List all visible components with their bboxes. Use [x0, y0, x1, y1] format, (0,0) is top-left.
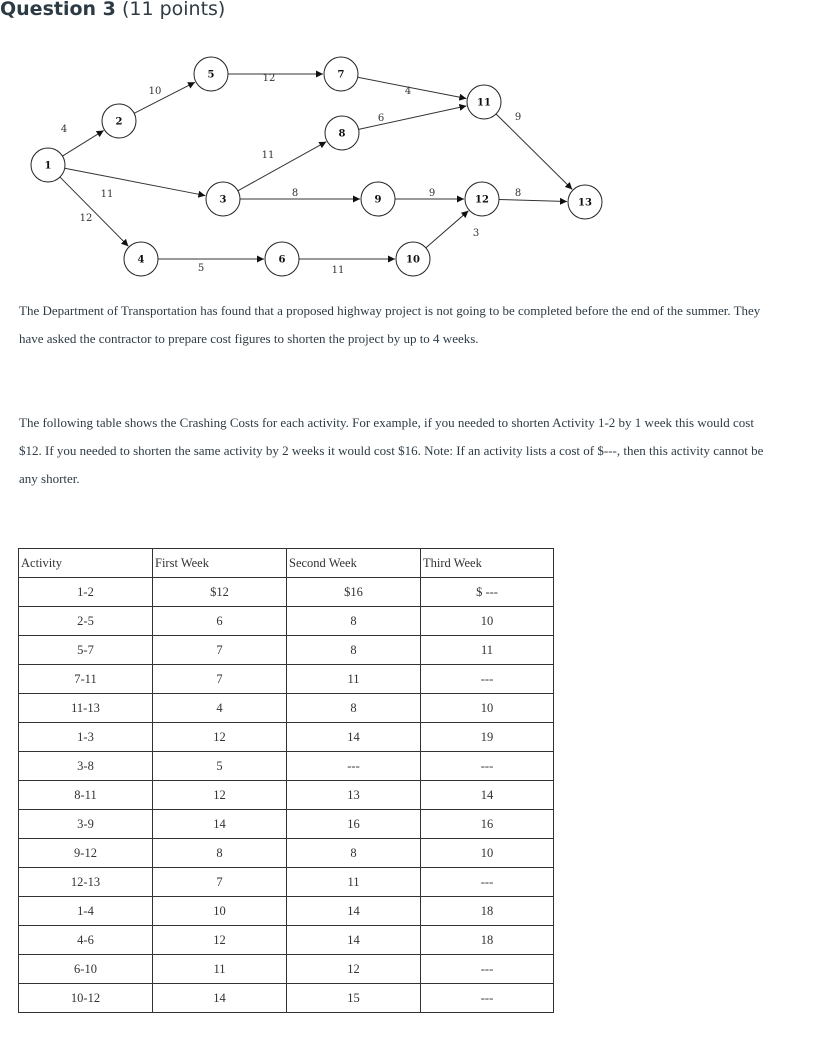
question-title [0, 0, 225, 20]
cell-first-week: 14 [153, 984, 287, 1013]
edge-weight-1-4: 12 [79, 213, 93, 224]
cell-second-week: 14 [287, 897, 421, 926]
edge-11-13 [496, 114, 572, 189]
edge-weight-3-8: 11 [261, 150, 275, 161]
crashing-cost-table [18, 548, 554, 1013]
table-row [19, 665, 554, 694]
cell-second-week: 11 [287, 868, 421, 897]
edge-weight-4-6: 5 [197, 263, 205, 274]
cell-first-week: 12 [153, 926, 287, 955]
edge-weight-10-12: 3 [472, 228, 480, 239]
edge-weight-2-5: 10 [148, 86, 162, 97]
cell-third-week: --- [421, 984, 554, 1013]
cell-first-week: 11 [153, 955, 287, 984]
edge-3-8 [238, 142, 326, 191]
cell-activity: 12-13 [19, 868, 153, 897]
edge-weight-6-10: 11 [331, 265, 345, 276]
cell-first-week: 7 [153, 665, 287, 694]
cell-activity: 4-6 [19, 926, 153, 955]
edge-weight-9-12: 9 [428, 188, 436, 199]
node-label-7: 7 [337, 69, 345, 81]
edge-weight-12-13: 8 [514, 188, 522, 199]
cell-first-week: 14 [153, 810, 287, 839]
edge-8-11 [359, 106, 467, 130]
cell-second-week: 8 [287, 694, 421, 723]
node-label-11: 11 [477, 97, 491, 109]
edge-weight-5-7: 12 [262, 73, 276, 84]
header-third-week: Third Week [421, 549, 554, 578]
table-header-row [19, 549, 554, 578]
cell-third-week: 10 [421, 607, 554, 636]
question-points: (11 points) [121, 0, 226, 20]
table-row [19, 607, 554, 636]
cell-third-week: --- [421, 665, 554, 694]
cell-activity: 3-9 [19, 810, 153, 839]
table-row [19, 810, 554, 839]
cell-third-week: 10 [421, 839, 554, 868]
cell-third-week: 10 [421, 694, 554, 723]
cell-activity: 5-7 [19, 636, 153, 665]
edge-weight-1-2: 4 [60, 124, 68, 135]
cell-activity: 10-12 [19, 984, 153, 1013]
cell-third-week: --- [421, 955, 554, 984]
cell-second-week: 14 [287, 723, 421, 752]
cell-first-week: 5 [153, 752, 287, 781]
cell-first-week: 12 [153, 723, 287, 752]
node-label-2: 2 [115, 116, 123, 128]
cell-third-week: 16 [421, 810, 554, 839]
cell-first-week: 10 [153, 897, 287, 926]
cell-second-week: 13 [287, 781, 421, 810]
cell-second-week: 12 [287, 955, 421, 984]
cell-second-week: 8 [287, 839, 421, 868]
cell-third-week: 18 [421, 926, 554, 955]
header-first-week: First Week [153, 549, 287, 578]
cell-third-week: 11 [421, 636, 554, 665]
node-label-8: 8 [338, 128, 346, 140]
cell-first-week: $12 [153, 578, 287, 607]
edge-1-2 [62, 130, 103, 156]
edge-2-5 [134, 82, 195, 113]
cell-second-week: 8 [287, 636, 421, 665]
cell-activity: 1-4 [19, 897, 153, 926]
cell-activity: 1-2 [19, 578, 153, 607]
node-label-5: 5 [207, 69, 215, 81]
table-row [19, 752, 554, 781]
cell-activity: 11-13 [19, 694, 153, 723]
cell-first-week: 7 [153, 868, 287, 897]
cell-first-week: 6 [153, 607, 287, 636]
cell-first-week: 4 [153, 694, 287, 723]
cell-second-week: 8 [287, 607, 421, 636]
question-label: Question 3 [0, 0, 116, 20]
table-row [19, 868, 554, 897]
cell-third-week: --- [421, 752, 554, 781]
cell-activity: 7-11 [19, 665, 153, 694]
table-row [19, 926, 554, 955]
cell-second-week: $16 [287, 578, 421, 607]
table-row [19, 694, 554, 723]
cell-activity: 2-5 [19, 607, 153, 636]
edge-1-4 [60, 177, 128, 246]
edge-10-12 [426, 211, 469, 248]
cell-activity: 9-12 [19, 839, 153, 868]
paragraph-table-explanation: The following table shows the Crashing Costs for each activity. For example, if you needed to shorten Activity 1-2 by 1 week this would cost $12. If you needed to shorten the same activity by 2 weeks it would cost $16. Note: If an activity lists a cost of $---, then this activity cannot be any shorter. [19, 415, 764, 486]
edge-1-3 [65, 168, 206, 195]
node-label-10: 10 [406, 254, 420, 266]
table-row [19, 636, 554, 665]
table-row [19, 839, 554, 868]
header-activity: Activity [19, 549, 153, 578]
cell-activity: 6-10 [19, 955, 153, 984]
table-row [19, 897, 554, 926]
cell-first-week: 12 [153, 781, 287, 810]
node-label-6: 6 [278, 254, 286, 266]
node-label-3: 3 [219, 194, 227, 206]
table-row [19, 984, 554, 1013]
table-row [19, 578, 554, 607]
cell-second-week: 15 [287, 984, 421, 1013]
cell-third-week: $ --- [421, 578, 554, 607]
node-label-1: 1 [44, 160, 52, 172]
node-label-4: 4 [137, 254, 145, 266]
table-row [19, 781, 554, 810]
paragraph-intro: The Department of Transportation has found that a proposed highway project is not going to be completed before the end of the summer. They have asked the contractor to prepare cost figures to shorten the project by up to 4 weeks. [19, 303, 761, 346]
header-second-week: Second Week [287, 549, 421, 578]
node-label-9: 9 [374, 194, 382, 206]
cell-third-week: 19 [421, 723, 554, 752]
cell-third-week: --- [421, 868, 554, 897]
edge-12-13 [499, 199, 567, 201]
cell-second-week: 14 [287, 926, 421, 955]
cell-activity: 8-11 [19, 781, 153, 810]
cell-first-week: 8 [153, 839, 287, 868]
edge-weight-3-9: 8 [291, 188, 299, 199]
cell-third-week: 18 [421, 897, 554, 926]
cell-third-week: 14 [421, 781, 554, 810]
edge-weight-7-11: 4 [404, 86, 412, 97]
edge-weight-8-11: 6 [377, 113, 385, 124]
node-label-12: 12 [475, 194, 489, 206]
project-network-diagram [0, 40, 640, 290]
edge-7-11 [358, 77, 467, 98]
cell-activity: 1-3 [19, 723, 153, 752]
cell-first-week: 7 [153, 636, 287, 665]
cell-second-week: 11 [287, 665, 421, 694]
cell-second-week: --- [287, 752, 421, 781]
edge-weight-1-3: 11 [100, 189, 114, 200]
edge-weight-11-13: 9 [514, 112, 522, 123]
table-row [19, 955, 554, 984]
cell-second-week: 16 [287, 810, 421, 839]
cell-activity: 3-8 [19, 752, 153, 781]
node-label-13: 13 [578, 197, 592, 209]
table-row [19, 723, 554, 752]
